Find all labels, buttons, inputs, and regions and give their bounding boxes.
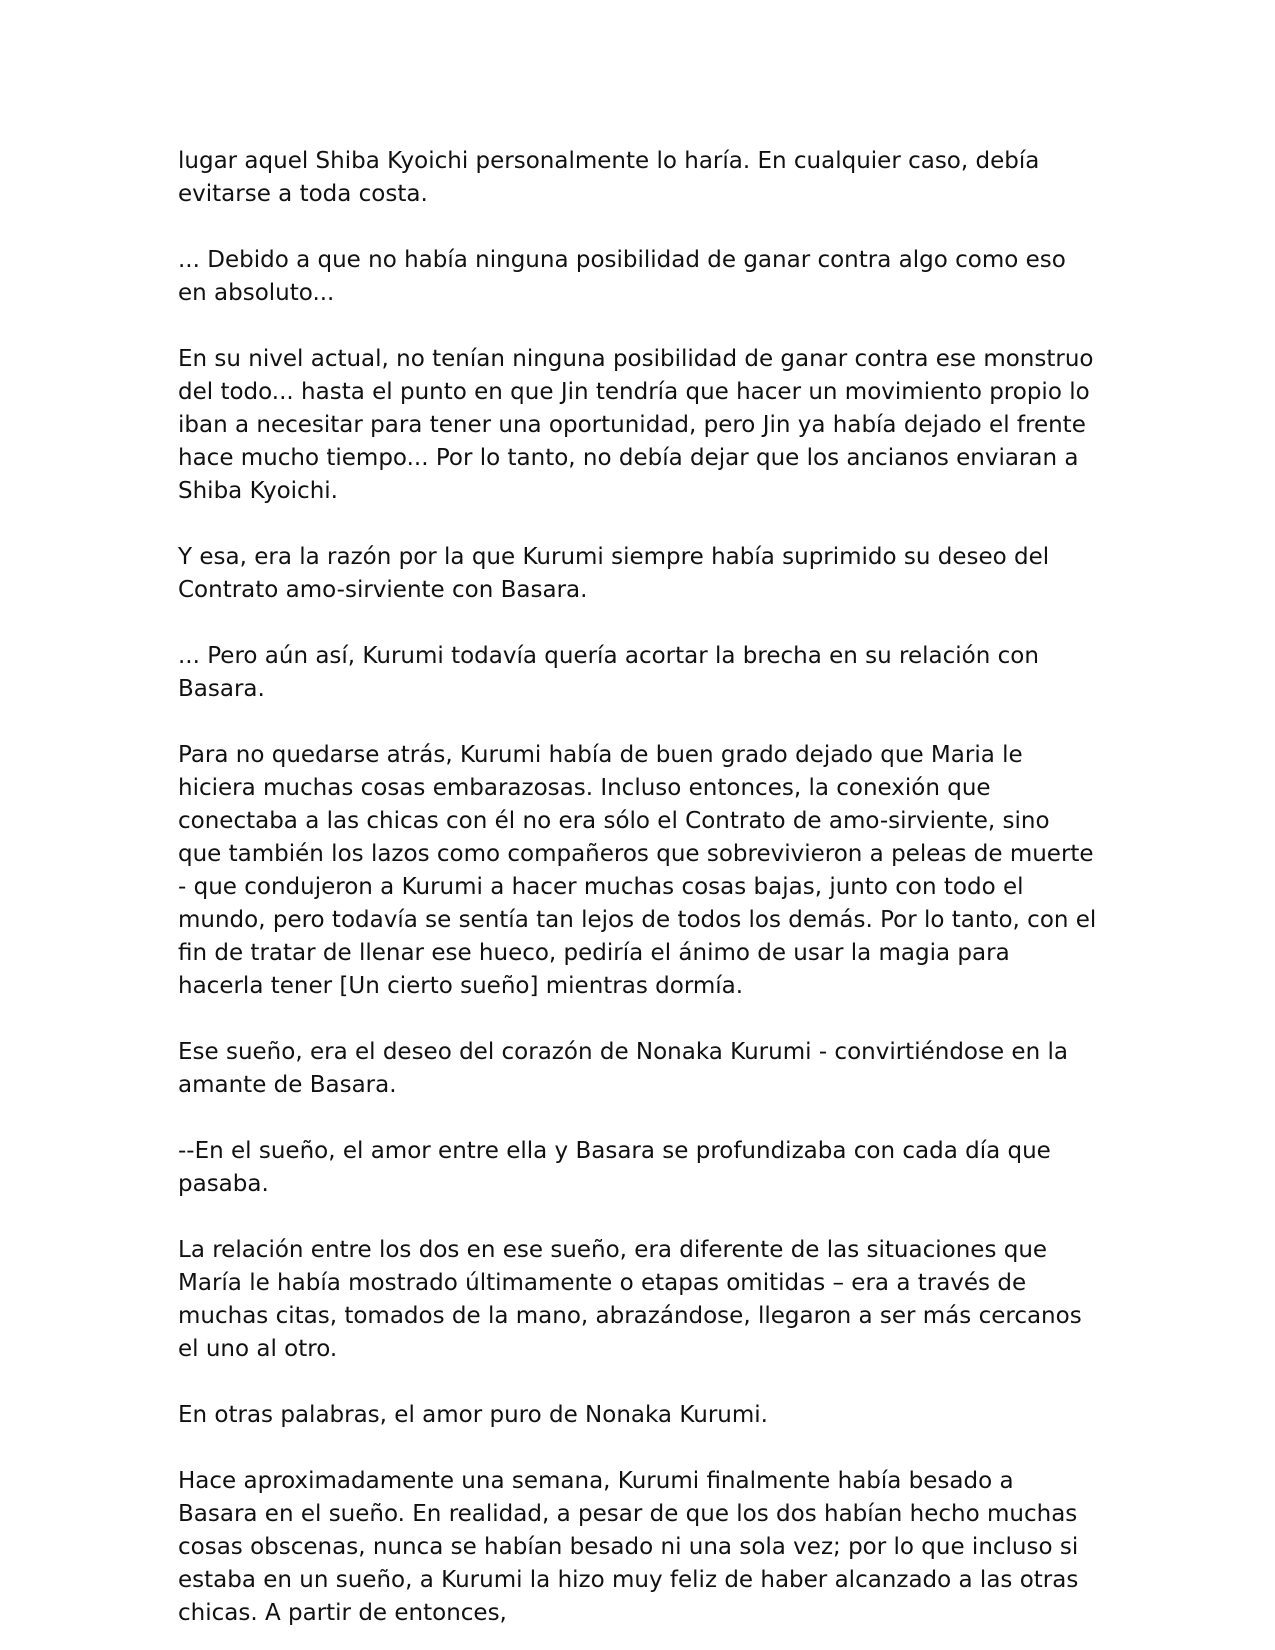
document-page: [178, 145, 1098, 1630]
paragraph-9: La relación entre los dos en ese sueño, era diferente de las situaciones que María le había mostrado últimamente o etapas omitidas – era a través de muchas citas, tomados de la mano, abrazándose, llegaron a ser más cercanos el uno al otro.: [178, 1237, 1082, 1362]
paragraph-5: ... Pero aún así, Kurumi todavía quería acortar la brecha en su relación con Basara.: [178, 643, 1039, 702]
paragraph-7: Ese sueño, era el deseo del corazón de Nonaka Kurumi - convirtiéndose en la amante de Basara.: [178, 1039, 1068, 1098]
paragraph-11: Hace aproximadamente una semana, Kurumi finalmente había besado a Basara en el sueño. En realidad, a pesar de que los dos habían hecho muchas cosas obscenas, nunca se habían besado ni una sola vez; por lo que incluso si estaba en un sueño, a Kurumi la hizo muy feliz de haber alcanzado a las otras chicas. A partir de entonces,: [178, 1468, 1079, 1626]
paragraph-6: Para no quedarse atrás, Kurumi había de buen grado dejado que Maria le hiciera muchas cosas embarazosas. Incluso entonces, la conexión que conectaba a las chicas con él no era sólo el Contrato de amo-sirviente, sino que también los lazos como compañeros que sobrevivieron a peleas de muerte - que condujeron a Kurumi a hacer muchas cosas bajas, junto con todo el mundo, pero todavía se sentía tan lejos de todos los demás. Por lo tanto, con el fin de tratar de llenar ese hueco, pediría el ánimo de usar la magia para hacerla tener [Un cierto sueño] mientras dormía.: [178, 742, 1097, 999]
paragraph-2: ... Debido a que no había ninguna posibilidad de ganar contra algo como eso en absoluto...: [178, 247, 1066, 306]
paragraph-10: En otras palabras, el amor puro de Nonaka Kurumi.: [178, 1402, 768, 1428]
paragraph-4: Y esa, era la razón por la que Kurumi siempre había suprimido su deseo del Contrato amo-sirviente con Basara.: [178, 544, 1050, 603]
paragraph-3: En su nivel actual, no tenían ninguna posibilidad de ganar contra ese monstruo del todo... hasta el punto en que Jin tendría que hacer un movimiento propio lo iban a necesitar para tener una oportunidad, pero Jin ya había dejado el frente hace mucho tiempo... Por lo tanto, no debía dejar que los ancianos enviaran a Shiba Kyoichi.: [178, 346, 1094, 504]
paragraph-1: lugar aquel Shiba Kyoichi personalmente lo haría. En cualquier caso, debía evitarse a toda costa.: [178, 148, 1040, 207]
paragraph-8: --En el sueño, el amor entre ella y Basara se profundizaba con cada día que pasaba.: [178, 1138, 1051, 1197]
